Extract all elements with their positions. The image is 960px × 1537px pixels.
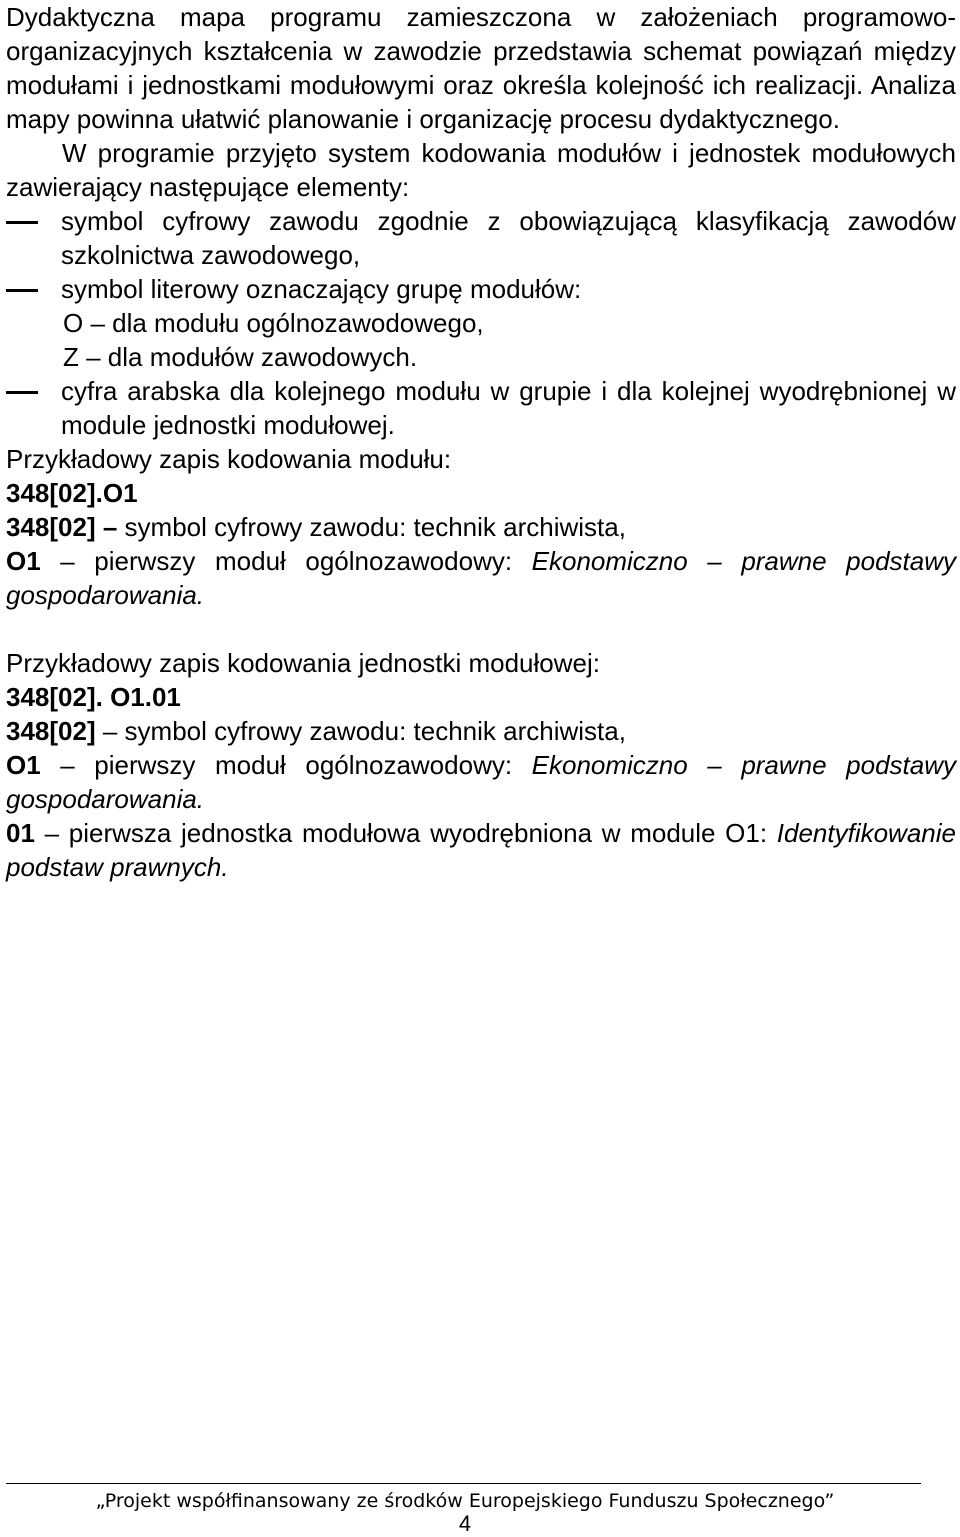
module-example-code: 348[02].O1 [6, 478, 138, 508]
coding-system-paragraph: W programie przyjęto system kodowania modułów i jednostek modułowych zawierający następujące elementy: [6, 138, 956, 202]
module-title: Ekonomiczno – prawne podstawy gospodarowania. [6, 750, 956, 814]
list-item [6, 272, 956, 306]
document-body [6, 0, 956, 884]
page-number: 4 [458, 1511, 472, 1536]
list-item [6, 374, 956, 442]
unit-example-line [6, 816, 956, 884]
list-item-text: symbol cyfrowy zawodu zgodnie z obowiązującą klasyfikacją zawodów szkolnictwa zawodowego, [61, 206, 956, 270]
module-title: Ekonomiczno – prawne podstawy gospodarowania. [6, 546, 956, 610]
list-item-text: symbol literowy oznaczający grupę modułów: [61, 274, 582, 304]
footer-text: „Projekt współfinansowany ze środków Europejskiego Funduszu Społecznego” [95, 1490, 835, 1512]
module-example-line [6, 544, 956, 612]
dash-bullet-icon [6, 221, 38, 224]
list-item [6, 204, 956, 272]
code-label: 348[02] [6, 512, 96, 542]
line-text: – pierwszy moduł ogólnozawodowy: [40, 546, 532, 576]
code-label: O1 [6, 750, 41, 780]
dash-bullet-icon [6, 391, 38, 394]
line-text: – pierwsza jednostka modułowa wyodrębniona w module O1: [34, 818, 777, 848]
unit-example-line [6, 748, 956, 816]
unit-example-code: 348[02]. O1.01 [6, 682, 181, 712]
separator: – [95, 512, 125, 542]
intro-paragraph: Dydaktyczna mapa programu zamieszczona w założeniach programowo-organizacyjnych kształcenia w zawodzie przedstawia schemat powiązań między modułami i jednostkami modułowymi oraz określa kolejność ich realizacji. Analiza mapy powinna ułatwić planowanie i organizację procesu dydaktycznego. [6, 2, 956, 134]
code-label: O1 [6, 546, 41, 576]
line-text: – pierwszy moduł ogólnozawodowy: [40, 750, 532, 780]
module-example-heading: Przykładowy zapis kodowania modułu: [6, 444, 452, 474]
line-text: symbol cyfrowy zawodu: technik archiwista, [124, 512, 626, 542]
code-label: 348[02] [6, 716, 96, 746]
unit-example-line [6, 714, 956, 748]
unit-example-heading: Przykładowy zapis kodowania jednostki modułowej: [6, 648, 600, 678]
unit-title: Identyfikowanie podstaw prawnych. [6, 818, 956, 882]
sub-list-item: O – dla modułu ogólnozawodowego, [63, 308, 484, 338]
spacer [6, 612, 956, 646]
code-label: 01 [6, 818, 35, 848]
dash-bullet-icon [6, 289, 38, 292]
line-text: – symbol cyfrowy zawodu: technik archiwista, [95, 716, 626, 746]
module-example-line [6, 510, 956, 544]
sub-list-item: Z – dla modułów zawodowych. [63, 342, 418, 372]
list-item-text: cyfra arabska dla kolejnego modułu w grupie i dla kolejnej wyodrębnionej w module jednostki modułowej. [61, 376, 956, 440]
footer-divider [6, 1483, 921, 1484]
